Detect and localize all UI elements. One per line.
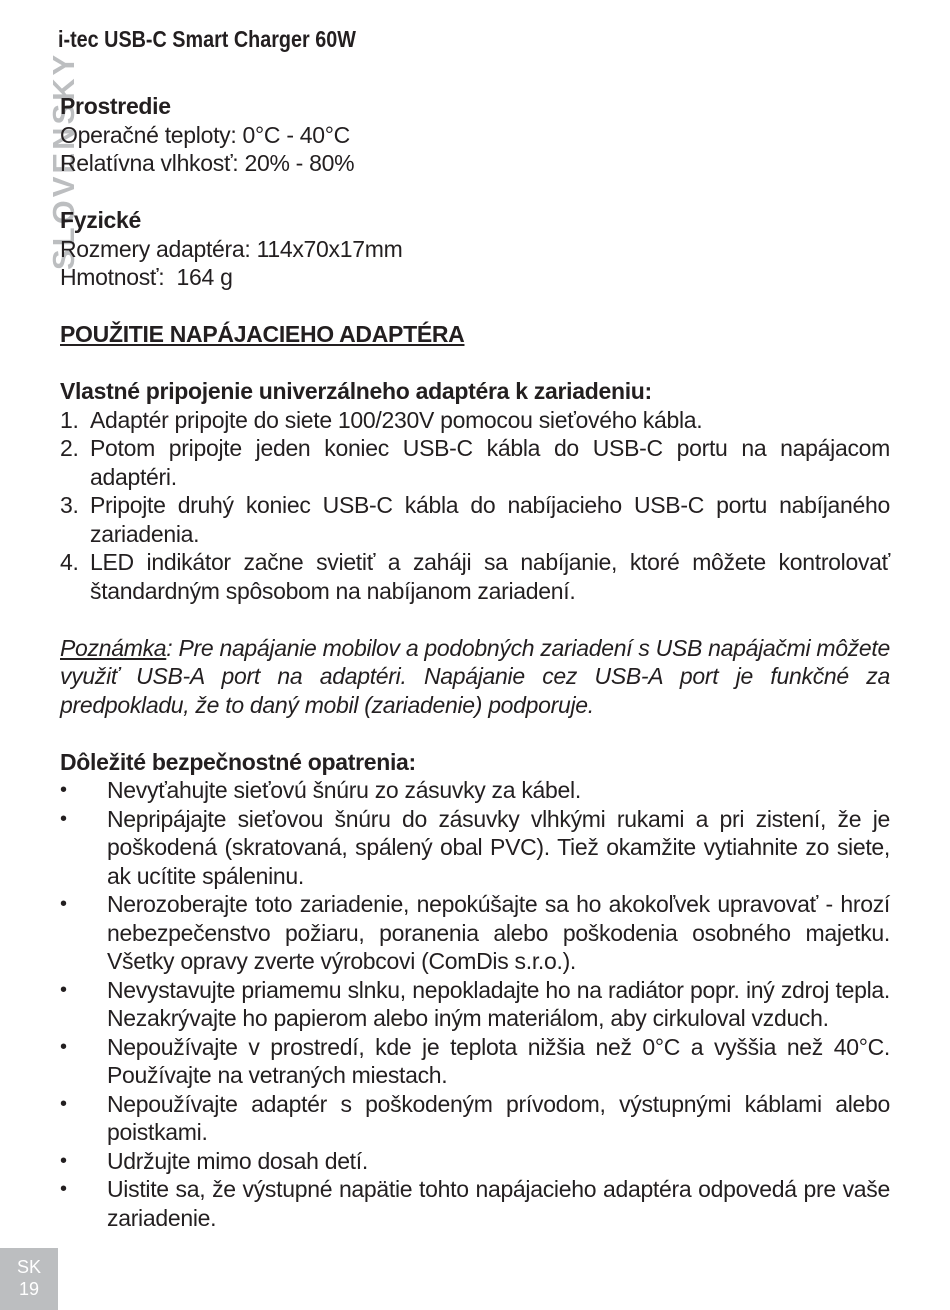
page-content — [60, 92, 890, 1232]
bullet-icon: • — [60, 779, 67, 801]
operating-temperature: Operačné teploty: 0°C - 40°C — [60, 121, 350, 148]
bullet-icon: • — [60, 1178, 67, 1200]
safety-item-text: Udržujte mimo dosah detí. — [107, 1147, 368, 1174]
list-item — [60, 1147, 890, 1176]
physical-heading: Fyzické — [60, 207, 142, 233]
list-item — [60, 491, 890, 548]
bullet-icon: • — [60, 1092, 67, 1115]
list-item — [60, 406, 890, 435]
step-number: 3. — [60, 492, 79, 518]
relative-humidity: Relatívna vlhkosť: 20% - 80% — [60, 150, 355, 176]
safety-list — [60, 776, 890, 1232]
list-item — [60, 805, 890, 891]
environment-heading: Prostredie — [60, 93, 171, 119]
note-label: Poznámka — [60, 634, 167, 661]
step-number: 2. — [60, 435, 79, 461]
step-text: Potom pripojte jeden koniec USB-C kábla do USB-C portu na napájacom adaptéri. — [90, 435, 890, 490]
safety-item-text: Nevyťahujte sieťovú šnúru zo zásuvky za kábel. — [107, 777, 581, 803]
language-side-label: SLOVENSKY — [46, 51, 81, 270]
safety-item-text: Uistite sa, že výstupné napätie tohto napájacieho adaptéra odpovedá pre vaše zariadenie. — [107, 1176, 890, 1231]
safety-item-text: Nepripájajte sieťovou šnúru do zásuvky vlhkými rukami a pri zistení, že je poškodená (skratovaná, spálený obal PVC). Tiež okamžite vytiahnite zo siete, ak ucítite spáleninu. — [107, 805, 890, 889]
safety-item-text: Nepoužívajte adaptér s poškodeným prívodom, výstupnými káblami alebo poistkami. — [107, 1090, 890, 1145]
list-item — [60, 548, 890, 605]
list-item — [60, 1033, 890, 1090]
list-item — [60, 776, 890, 805]
usage-section-title: POUŽITIE NAPÁJACIEHO ADAPTÉRA — [60, 321, 465, 347]
connection-steps-list — [60, 406, 890, 606]
list-item — [60, 434, 890, 491]
bullet-icon: • — [60, 1149, 67, 1172]
adapter-weight: Hmotnosť: 164 g — [60, 264, 233, 290]
page-number: 19 — [18, 1279, 40, 1299]
safety-heading: Dôležité bezpečnostné opatrenia: — [60, 748, 416, 775]
bullet-icon: • — [60, 893, 67, 915]
physical-section — [60, 206, 890, 292]
list-item — [60, 1090, 890, 1147]
connection-subheading: Vlastné pripojenie univerzálneho adaptéra k zariadeniu: — [60, 378, 652, 404]
step-number: 4. — [60, 549, 79, 575]
page-language-code: SK — [16, 1257, 41, 1277]
list-item — [60, 1175, 890, 1232]
bullet-icon: • — [60, 807, 67, 830]
note-text: : Pre napájanie mobilov a podobných zariadení s USB napájačmi môžete využiť USB-A port na adaptéri. Napájanie cez USB-A port je funkčné za predpokladu, že to daný mobil (zariadenie) podporuje. — [60, 634, 890, 718]
safety-item-text: Nerozoberajte toto zariadenie, nepokúšajte sa ho akokoľvek upravovať - hrozí nebezpečenstvo požiaru, poranenia alebo poškodenia osobného majetku. Všetky opravy zverte výrobcovi (ComDis s.r.o.). — [107, 891, 890, 974]
list-item — [60, 890, 890, 976]
bullet-icon: • — [60, 978, 67, 1001]
environment-section — [60, 92, 890, 178]
page-number-tab — [0, 1248, 58, 1310]
document-title: i-tec USB-C Smart Charger 60W — [58, 26, 356, 52]
safety-item-text: Nevystavujte priamemu slnku, nepokladajte ho na radiátor popr. iný zdroj tepla. Nezakrývajte ho papierom alebo iným materiálom, aby cirkuloval vzduch. — [107, 976, 890, 1031]
step-number: 1. — [60, 406, 79, 433]
step-text: Pripojte druhý koniec USB-C kábla do nabíjacieho USB-C portu nabíjaného zariadenia. — [90, 492, 890, 547]
note-paragraph — [60, 634, 890, 720]
step-text: Adaptér pripojte do siete 100/230V pomocou sieťového kábla. — [90, 406, 703, 433]
adapter-dimensions: Rozmery adaptéra: 114x70x17mm — [60, 235, 403, 262]
step-text: LED indikátor začne svietiť a zaháji sa nabíjanie, ktoré môžete kontrolovať štandardným spôsobom na nabíjanom zariadení. — [90, 549, 890, 604]
bullet-icon: • — [60, 1035, 67, 1058]
list-item — [60, 976, 890, 1033]
safety-item-text: Nepoužívajte v prostredí, kde je teplota nižšia než 0°C a vyššia než 40°C. Používajte na vetraných miestach. — [107, 1033, 890, 1088]
